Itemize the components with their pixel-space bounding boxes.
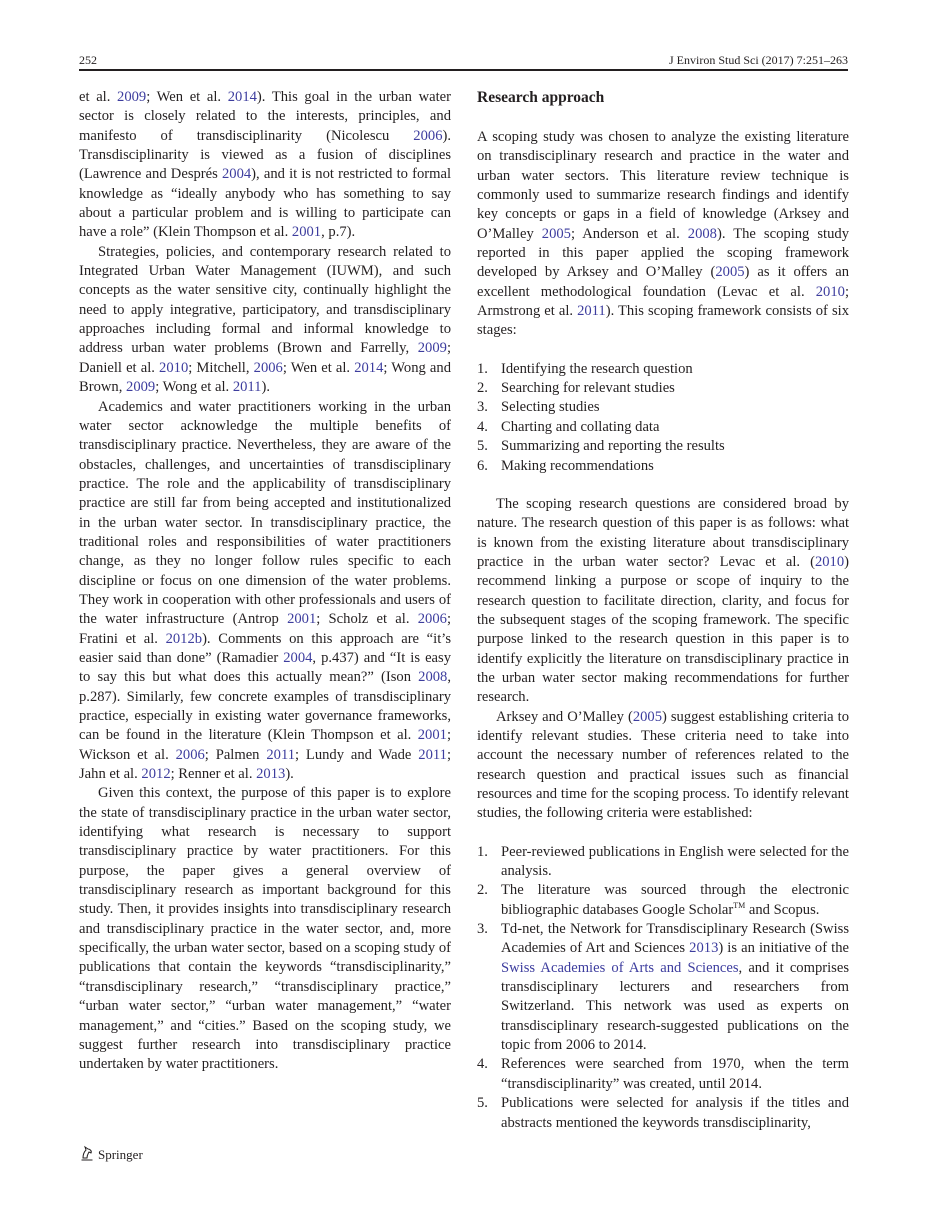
text-run: ), and it is not restricted to formal knowledge as “ideally anybody who has something to say about a particular problem and is willing to participate can have a role” (Klein Thompson et al. bbox=[79, 166, 452, 241]
citation-link[interactable]: 2011 bbox=[577, 303, 606, 320]
citation-link[interactable]: 2011 bbox=[266, 746, 295, 763]
journal-reference: J Environ Stud Sci (2017) 7:251–263 bbox=[669, 53, 848, 67]
stage-item bbox=[477, 437, 849, 456]
text-run: ; Wen et al. bbox=[282, 359, 355, 376]
citation-link[interactable]: 2006 bbox=[253, 359, 283, 376]
text-run: ) as it offers an excellent methodological foundation (Levac et al. bbox=[477, 264, 850, 300]
citation-link[interactable]: 2005 bbox=[715, 264, 745, 281]
text-run: ; Wen et al. bbox=[146, 89, 228, 105]
stage-label: Identifying the research question bbox=[501, 360, 693, 377]
stage-item bbox=[477, 379, 849, 398]
text-run: Given this context, the purpose of this paper is to explore the state of transdisciplinary practice in the urban water sector, identifying what research is necessary to support transdisciplinary practice by water practitioners. For this purpose, the paper gives a general overview of transdisciplinary research as important background for this study. Then, it provides insights into transdisciplinary research and transdisciplinary practice in the water sector, and, more specifically, the urban water sector, based on a scoping study of publications that contain the keywords “transdisciplinarity,” “transdisciplinary research,” “transdisciplinary practice,” “urban water sector,” “urban water management,” “water management,” and “cities.” Based on the scoping study, we suggest further research into transdisciplinary practice undertaken by water practitioners. bbox=[79, 785, 451, 1073]
publisher-name: Springer bbox=[98, 1147, 143, 1162]
spacer bbox=[477, 341, 849, 360]
text-run: ; Wong and Brown, bbox=[79, 359, 451, 396]
text-run: ; Mitchell, bbox=[188, 359, 254, 376]
citation-link[interactable]: 2010 bbox=[815, 283, 845, 300]
list-number: 1. bbox=[477, 360, 488, 377]
list-number: 4. bbox=[477, 418, 488, 435]
text-run: , p.437) and “It is easy to say this but what does this actually mean?” (Ison bbox=[79, 649, 451, 686]
list-number: 5. bbox=[477, 1095, 488, 1112]
text-run: The scoping research questions are considered broad by nature. The research question of this paper is as follows: what is known from the existing literature about transdisciplinary practice in the urban water sector? Levac et al. ( bbox=[477, 495, 849, 570]
text-run: Td-net, the Network for Transdisciplinary Research (Swiss Academies of Art and Sciences bbox=[501, 921, 849, 957]
text-run: ). The scoping study reported in this paper applied the scoping framework developed by Arksey and O’Malley ( bbox=[477, 225, 849, 281]
citation-link[interactable]: 2010 bbox=[159, 359, 189, 376]
selection-criteria-list bbox=[477, 843, 849, 1133]
stage-label: Making recommendations bbox=[501, 457, 654, 474]
text-run: ; Scholz et al. bbox=[316, 611, 418, 628]
springer-horse-icon bbox=[80, 1145, 94, 1165]
intro-paragraph bbox=[477, 128, 849, 341]
list-number: 5. bbox=[477, 438, 488, 455]
scoping-stages-list bbox=[477, 360, 849, 476]
page-number: 252 bbox=[79, 53, 97, 67]
list-number: 1. bbox=[477, 843, 488, 860]
text-run: References were searched from 1970, when the term “transdisciplinarity” was created, until 2014. bbox=[501, 1056, 849, 1092]
citation-link[interactable]: 2004 bbox=[221, 166, 252, 183]
text-run: ; Armstrong et al. bbox=[477, 283, 849, 320]
text-run: The literature was sourced through the electronic bibliographic databases Google Scholar bbox=[501, 882, 849, 918]
citation-link[interactable]: 2006 bbox=[413, 127, 443, 144]
text-run: Arksey and O’Malley ( bbox=[496, 708, 633, 725]
text-run: ). bbox=[285, 766, 294, 783]
citation-link[interactable]: 2013 bbox=[689, 940, 719, 957]
text-run: ) is an initiative of the bbox=[718, 940, 849, 957]
text-run: and Scopus. bbox=[745, 901, 820, 918]
citation-link[interactable]: 2013 bbox=[256, 766, 286, 783]
citation-link[interactable]: 2009 bbox=[117, 89, 147, 105]
spacer bbox=[477, 476, 849, 495]
citation-link[interactable]: 2011 bbox=[418, 746, 447, 763]
citation-link[interactable]: 2011 bbox=[232, 379, 262, 396]
text-run: , p.287). Similarly, few concrete examples of transdisciplinary practice, especially in existing water governance frameworks, can be found in the literature (Klein Thompson et al. bbox=[79, 669, 451, 744]
stage-item bbox=[477, 457, 849, 476]
stage-label: Charting and collating data bbox=[501, 418, 660, 435]
text-run: ; Anderson et al. bbox=[570, 225, 688, 242]
stage-label: Searching for relevant studies bbox=[501, 380, 675, 397]
text-run: A scoping study was chosen to analyze the existing literature on transdisciplinary research and practice in the water and urban water sectors. This literature review technique is commonly used to summarize research findings and identify key concepts or gaps in a field of knowledge (Arksey and O’Malley bbox=[477, 129, 849, 242]
text-run: ; Wickson et al. bbox=[79, 727, 451, 763]
citation-link[interactable]: Swiss Academies of Arts and Sciences bbox=[501, 959, 739, 976]
text-run: Publications were selected for analysis if the titles and abstracts mentioned the keywords transdisciplinarity, bbox=[501, 1095, 849, 1131]
citation-link[interactable]: 2014 bbox=[227, 89, 257, 105]
citation-link[interactable]: 2008 bbox=[687, 225, 717, 242]
stage-label: Summarizing and reporting the results bbox=[501, 438, 725, 455]
running-head bbox=[79, 50, 848, 68]
list-number: 2. bbox=[477, 380, 488, 397]
citation-link[interactable]: 2010 bbox=[814, 553, 845, 570]
stage-item bbox=[477, 398, 849, 417]
citation-link[interactable]: 2005 bbox=[541, 225, 571, 242]
citation-link[interactable]: 2009 bbox=[417, 340, 447, 357]
text-run: ; Daniell et al. bbox=[79, 340, 451, 376]
text-run: ; Renner et al. bbox=[170, 766, 257, 783]
text-run: ; Palmen bbox=[204, 746, 267, 763]
text-run: , p.7). bbox=[321, 224, 356, 241]
citation-link[interactable]: 2004 bbox=[283, 649, 313, 666]
text-run: , and it comprises transdisciplinary lecturers and researchers from Switzerland. This network was used as experts on transdisciplinary research-suggested publications on the topic from 2006 to 2014. bbox=[501, 959, 849, 1054]
criteria-intro-paragraph bbox=[477, 708, 849, 824]
text-run: ) recommend linking a purpose or scope of inquiry to the research question to facilitate direction, clarity, and focus for the subsequent stages of the scoping framework. The specific purpose linked to the research question in this paper is to identify explicitly the literature on transdisciplinary practice in the urban water sector making recommendations for further research. bbox=[477, 553, 849, 706]
text-run: ; Jahn et al. bbox=[79, 746, 451, 783]
text-run: ) suggest establishing criteria to identify relevant studies. These criteria need to take into account the necessary number of references related to the research question and practical issues such as financial resources and time for the scoping process. To identify relevant studies, the following criteria were established: bbox=[477, 708, 850, 822]
text-run: ; Wong et al. bbox=[155, 379, 233, 396]
citation-link[interactable]: 2006 bbox=[175, 746, 205, 763]
citation-link[interactable]: 2012b bbox=[165, 630, 203, 647]
text-run: ; Fratini et al. bbox=[79, 611, 451, 647]
citation-link[interactable]: 2001 bbox=[287, 611, 317, 628]
text-run: ). Transdisciplinarity is viewed as a fusion of disciplines (Lawrence and Després bbox=[79, 127, 451, 183]
text-run: Strategies, policies, and contemporary research related to Integrated Urban Water Management (IUWM), and such concepts as the water sensitive city, continually highlight the need to apply integrative, participatory, and transdisciplinary approaches including formal and informal knowledge to address urban water problems (Brown and Farrelly, bbox=[79, 243, 451, 357]
stage-label: Selecting studies bbox=[501, 399, 600, 416]
criterion-item bbox=[477, 843, 849, 882]
header-rule bbox=[79, 69, 848, 71]
list-number: 4. bbox=[477, 1056, 488, 1073]
list-number: 6. bbox=[477, 457, 488, 474]
criterion-item bbox=[477, 1055, 849, 1094]
body-paragraph bbox=[79, 398, 451, 785]
stage-item bbox=[477, 360, 849, 379]
body-paragraph bbox=[79, 88, 451, 243]
citation-link[interactable]: 2005 bbox=[632, 708, 662, 725]
stage-item bbox=[477, 418, 849, 437]
text-run: ). This goal in the urban water sector is closely related to the interests, principles, and manifesto of transdisciplinarity (Nicolescu bbox=[79, 89, 451, 144]
body-paragraph bbox=[79, 243, 451, 398]
text-run: et al. bbox=[79, 89, 118, 105]
left-column bbox=[79, 88, 451, 1075]
citation-link[interactable]: 2006 bbox=[417, 611, 447, 628]
citation-link[interactable]: 2001 bbox=[417, 727, 447, 744]
list-number: 3. bbox=[477, 921, 488, 938]
citation-link[interactable]: 2008 bbox=[418, 669, 448, 686]
list-number: 2. bbox=[477, 882, 488, 899]
citation-link[interactable]: 2012 bbox=[141, 766, 171, 783]
research-question-paragraph bbox=[477, 495, 849, 708]
citation-link[interactable]: 2014 bbox=[354, 359, 384, 376]
text-run: ). Comments on this approach are “it’s easier said than done” (Ramadier bbox=[79, 630, 451, 666]
citation-link[interactable]: 2009 bbox=[126, 379, 156, 396]
criterion-item bbox=[477, 920, 849, 1055]
citation-link[interactable]: 2001 bbox=[291, 224, 322, 241]
list-number: 3. bbox=[477, 399, 488, 416]
text-run: Peer-reviewed publications in English were selected for the analysis. bbox=[501, 843, 849, 880]
text-run: Academics and water practitioners working in the urban water sector acknowledge the multiple benefits of transdisciplinary practice. Nevertheless, they are aware of the obstacles, challenges, and uncertainties of transdisciplinary practice. The role and the applicability of transdisciplinary practice are still far from being accepted and institutionalized in the urban water sector. In transdisciplinary practice, the traditional roles and responsibilities of water practitioners change, as they no longer follow rules specific to each discipline or focus on one dimension of the water problems. They work in cooperation with other professionals and users of the water infrastructure (Antrop bbox=[79, 398, 451, 628]
criterion-item bbox=[477, 1094, 849, 1133]
criterion-item bbox=[477, 881, 849, 920]
right-column bbox=[477, 88, 849, 1133]
trademark-symbol: TM bbox=[733, 900, 746, 910]
text-run: ). This scoping framework consists of six stages: bbox=[477, 303, 849, 339]
text-run: ; Lundy and Wade bbox=[295, 746, 419, 763]
section-title-research-approach: Research approach bbox=[477, 89, 605, 106]
text-run: ). bbox=[261, 379, 270, 396]
body-paragraph bbox=[79, 784, 451, 1074]
publisher-logo bbox=[80, 1145, 143, 1165]
spacer bbox=[477, 824, 849, 843]
